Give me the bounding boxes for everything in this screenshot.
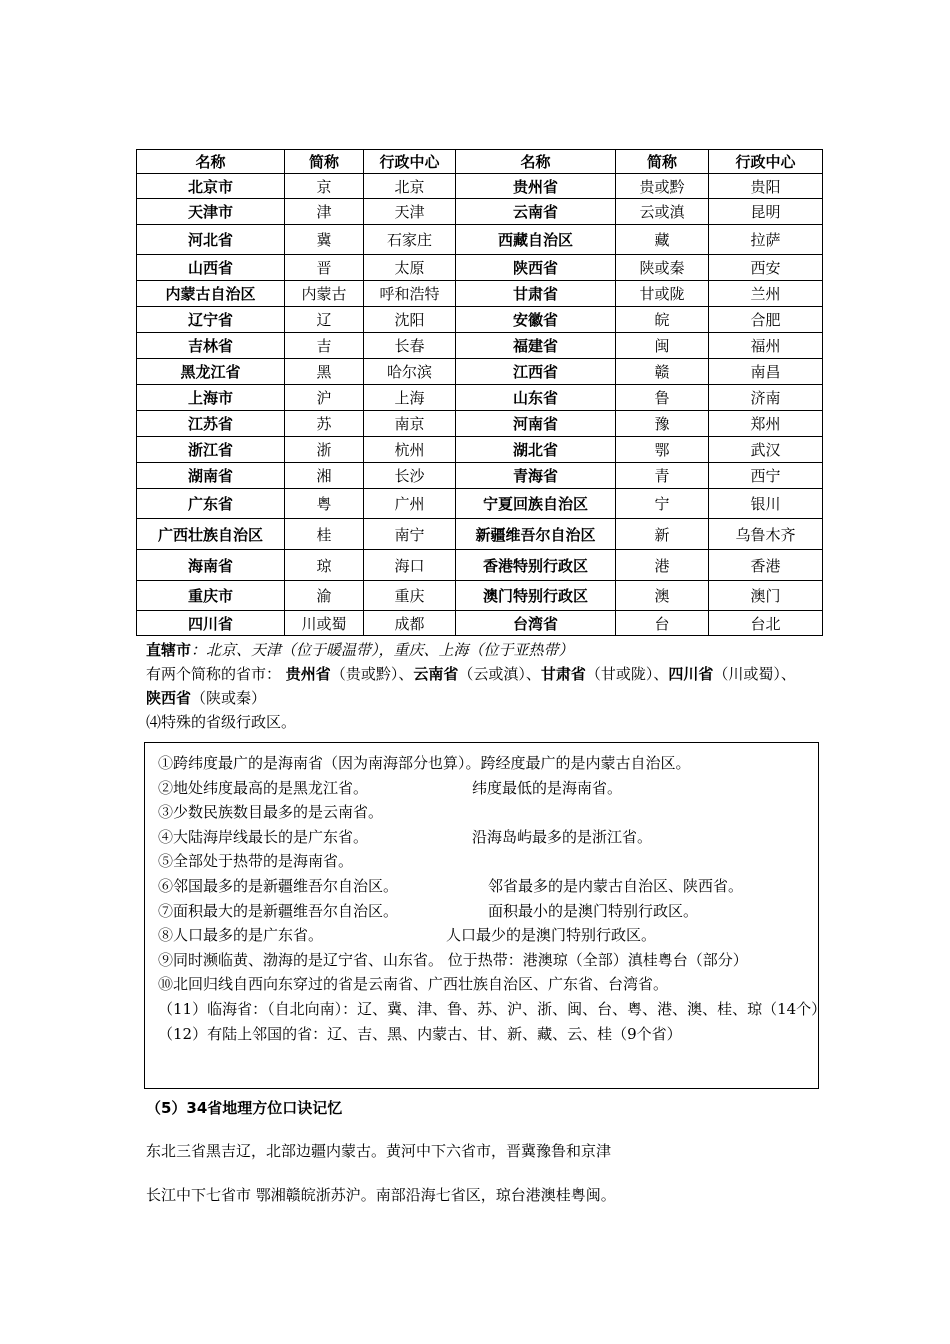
fact-line [158, 924, 657, 946]
fact-text: ⑩北回归线自西向东穿过的省是云南省、广西壮族自治区、广东省、台湾省。 [158, 975, 669, 994]
cell-capital: 天津 [364, 199, 456, 225]
cell-province-name: 福建省 [456, 333, 616, 359]
direct-cities-label: 直辖市 [146, 641, 192, 659]
cell-abbr: 赣 [616, 359, 709, 385]
cell-abbr: 台 [616, 611, 709, 636]
header-capital: 行政中心 [364, 150, 456, 174]
fact-text-secondary: 面积最小的是澳门特别行政区。 [488, 901, 699, 920]
fact-line [158, 973, 668, 995]
fact-line [158, 777, 623, 799]
cell-abbr: 渝 [285, 581, 364, 611]
cell-abbr: 青 [616, 463, 709, 489]
fact-text: ⑤全部处于热带的是海南省。 [158, 852, 354, 871]
cell-abbr: 内蒙古 [285, 281, 364, 307]
cell-capital: 南宁 [364, 519, 456, 550]
table-row [137, 333, 823, 359]
cell-abbr: 鄂 [616, 437, 709, 463]
cell-province-name: 上海市 [137, 385, 285, 411]
cell-capital: 长春 [364, 333, 456, 359]
cell-province-name: 广东省 [137, 489, 285, 519]
table-row [137, 581, 823, 611]
fact-line [158, 850, 353, 872]
two-abbr-line-continued [146, 687, 266, 709]
cell-province-name: 江西省 [456, 359, 616, 385]
cell-province-name: 广西壮族自治区 [137, 519, 285, 550]
two-abbr-value: （甘或陇）、 [585, 665, 669, 683]
cell-capital: 郑州 [709, 411, 823, 437]
cell-capital: 澳门 [709, 581, 823, 611]
cell-abbr: 津 [285, 199, 364, 225]
cell-abbr: 晋 [285, 255, 364, 281]
fact-text-secondary: 人口最少的是澳门特别行政区。 [446, 926, 657, 945]
cell-abbr: 新 [616, 519, 709, 550]
table-row [137, 359, 823, 385]
cell-province-name: 重庆市 [137, 581, 285, 611]
fact-line [158, 875, 744, 897]
cell-abbr: 川或蜀 [285, 611, 364, 636]
fact-text: ⑦面积最大的是新疆维吾尔自治区。 [158, 901, 399, 920]
two-abbr-value: （云或滇）、 [458, 665, 541, 683]
cell-capital: 合肥 [709, 307, 823, 333]
cell-province-name: 青海省 [456, 463, 616, 489]
cell-abbr: 浙 [285, 437, 364, 463]
fact-line [158, 900, 699, 922]
cell-province-name: 台湾省 [456, 611, 616, 636]
cell-abbr: 吉 [285, 333, 364, 359]
cell-abbr: 鲁 [616, 385, 709, 411]
cell-province-name: 吉林省 [137, 333, 285, 359]
cell-province-name: 宁夏回族自治区 [456, 489, 616, 519]
cell-capital: 拉萨 [709, 225, 823, 255]
direct-cities-line [146, 639, 574, 661]
fact-text: ⑧人口最多的是广东省。 [158, 926, 324, 945]
province-table [136, 149, 823, 636]
cell-abbr: 辽 [285, 307, 364, 333]
two-abbr-province: 甘肃省 [540, 665, 586, 683]
fact-text: ③少数民族数目最多的是云南省。 [158, 803, 384, 822]
cell-province-name: 山东省 [456, 385, 616, 411]
cell-abbr: 闽 [616, 333, 709, 359]
two-abbr-value: （贵或黔）、 [330, 665, 414, 683]
cell-province-name: 湖北省 [456, 437, 616, 463]
cell-capital: 广州 [364, 489, 456, 519]
cell-abbr: 港 [616, 550, 709, 581]
cell-province-name: 内蒙古自治区 [137, 281, 285, 307]
cell-province-name: 江苏省 [137, 411, 285, 437]
cell-abbr: 冀 [285, 225, 364, 255]
cell-province-name: 澳门特别行政区 [456, 581, 616, 611]
cell-abbr: 桂 [285, 519, 364, 550]
cell-province-name: 安徽省 [456, 307, 616, 333]
cell-capital: 海口 [364, 550, 456, 581]
cell-abbr: 云或滇 [616, 199, 709, 225]
cell-abbr: 沪 [285, 385, 364, 411]
two-abbr-province: 云南省 [413, 665, 459, 683]
header-name: 名称 [456, 150, 616, 174]
fact-text: ④大陆海岸线最长的是广东省。 [158, 827, 369, 846]
fact-line [158, 826, 653, 848]
header-abbr: 简称 [616, 150, 709, 174]
fact-text: （11）临海省：（自北向南）：辽、冀、津、鲁、苏、沪、浙、闽、台、粤、港、澳、桂、琼（14个） [158, 1000, 827, 1018]
table-row [137, 611, 823, 636]
cell-abbr: 豫 [616, 411, 709, 437]
cell-province-name: 河南省 [456, 411, 616, 437]
cell-abbr: 藏 [616, 225, 709, 255]
table-row [137, 281, 823, 307]
cell-abbr: 陕或秦 [616, 255, 709, 281]
cell-capital: 长沙 [364, 463, 456, 489]
fact-text-secondary: 沿海岛屿最多的是浙江省。 [472, 827, 653, 846]
cell-capital: 武汉 [709, 437, 823, 463]
two-abbr-province: 四川省 [668, 665, 714, 683]
table-header-row [137, 150, 823, 174]
cell-province-name: 河北省 [137, 225, 285, 255]
cell-province-name: 甘肃省 [456, 281, 616, 307]
cell-province-name: 湖南省 [137, 463, 285, 489]
cell-province-name: 云南省 [456, 199, 616, 225]
mnemonic-line-1: 东北三省黑吉辽，北部边疆内蒙古。黄河中下六省市，晋冀豫鲁和京津 [146, 1142, 612, 1160]
cell-capital: 银川 [709, 489, 823, 519]
fact-line [158, 949, 748, 971]
mnemonic-line-2: 长江中下七省市 鄂湘赣皖浙苏沪。南部沿海七省区，琼台港澳桂粤闽。 [146, 1186, 616, 1204]
two-abbr-province: 陕西省 [146, 689, 192, 707]
cell-province-name: 辽宁省 [137, 307, 285, 333]
cell-province-name: 贵州省 [456, 174, 616, 199]
fact-text: ⑨同时濒临黄、渤海的是辽宁省、山东省。 位于热带：港澳琼（全部）滇桂粤台（部分） [158, 950, 748, 969]
cell-capital: 兰州 [709, 281, 823, 307]
fact-text: （12）有陆上邻国的省：辽、吉、黑、内蒙古、甘、新、藏、云、桂（9个省） [158, 1024, 682, 1043]
cell-capital: 福州 [709, 333, 823, 359]
cell-province-name: 浙江省 [137, 437, 285, 463]
fact-line [158, 752, 691, 774]
two-abbr-line [146, 663, 796, 685]
cell-province-name: 黑龙江省 [137, 359, 285, 385]
fact-line [158, 998, 826, 1020]
cell-capital: 太原 [364, 255, 456, 281]
cell-province-name: 山西省 [137, 255, 285, 281]
cell-capital: 哈尔滨 [364, 359, 456, 385]
table-row [137, 174, 823, 199]
two-abbr-prefix: 有两个简称的省市： [146, 665, 282, 683]
cell-capital: 成都 [364, 611, 456, 636]
cell-capital: 石家庄 [364, 225, 456, 255]
cell-province-name: 天津市 [137, 199, 285, 225]
cell-capital: 沈阳 [364, 307, 456, 333]
cell-capital: 济南 [709, 385, 823, 411]
cell-abbr: 湘 [285, 463, 364, 489]
table-row [137, 255, 823, 281]
table-row [137, 199, 823, 225]
table-row [137, 489, 823, 519]
special-heading: ⑷特殊的省级行政区。 [146, 713, 297, 731]
header-abbr: 简称 [285, 150, 364, 174]
cell-abbr: 粤 [285, 489, 364, 519]
cell-capital: 上海 [364, 385, 456, 411]
cell-capital: 乌鲁木齐 [709, 519, 823, 550]
cell-abbr: 澳 [616, 581, 709, 611]
table-row [137, 225, 823, 255]
cell-capital: 西宁 [709, 463, 823, 489]
fact-text: ①跨纬度最广的是海南省（因为南海部分也算）。跨经度最广的是内蒙古自治区。 [158, 754, 691, 772]
cell-capital: 台北 [709, 611, 823, 636]
table-row [137, 307, 823, 333]
table-row [137, 463, 823, 489]
cell-capital: 重庆 [364, 581, 456, 611]
cell-capital: 南昌 [709, 359, 823, 385]
direct-cities-text: ：北京、天津（位于暖温带），重庆、上海（位于亚热带） [191, 641, 574, 659]
cell-abbr: 黑 [285, 359, 364, 385]
table-row [137, 550, 823, 581]
cell-capital: 香港 [709, 550, 823, 581]
cell-abbr: 皖 [616, 307, 709, 333]
special-regions-box [144, 742, 827, 1089]
cell-province-name: 北京市 [137, 174, 285, 199]
cell-province-name: 西藏自治区 [456, 225, 616, 255]
cell-province-name: 四川省 [137, 611, 285, 636]
table-row [137, 519, 823, 550]
table-row [137, 385, 823, 411]
two-abbr-value: （川或蜀）、 [713, 665, 796, 683]
header-capital: 行政中心 [709, 150, 823, 174]
cell-abbr: 贵或黔 [616, 174, 709, 199]
cell-capital: 呼和浩特 [364, 281, 456, 307]
cell-province-name: 海南省 [137, 550, 285, 581]
cell-abbr: 苏 [285, 411, 364, 437]
cell-abbr: 琼 [285, 550, 364, 581]
two-abbr-province: 贵州省 [285, 665, 331, 683]
fact-line [158, 801, 383, 823]
cell-capital: 北京 [364, 174, 456, 199]
fact-text-secondary: 纬度最低的是海南省。 [472, 778, 623, 797]
cell-capital: 杭州 [364, 437, 456, 463]
table-row [137, 411, 823, 437]
cell-province-name: 新疆维吾尔自治区 [456, 519, 616, 550]
cell-capital: 西安 [709, 255, 823, 281]
cell-abbr: 京 [285, 174, 364, 199]
header-name: 名称 [137, 150, 285, 174]
table-row [137, 437, 823, 463]
cell-capital: 贵阳 [709, 174, 823, 199]
fact-text-secondary: 邻省最多的是内蒙古自治区、陕西省。 [488, 877, 744, 895]
cell-province-name: 香港特别行政区 [456, 550, 616, 581]
cell-capital: 南京 [364, 411, 456, 437]
fact-line [158, 1023, 682, 1045]
cell-abbr: 甘或陇 [616, 281, 709, 307]
cell-capital: 昆明 [709, 199, 823, 225]
fact-text: ②地处纬度最高的是黑龙江省。 [158, 778, 369, 797]
fact-text: ⑥邻国最多的是新疆维吾尔自治区。 [158, 877, 399, 895]
cell-province-name: 陕西省 [456, 255, 616, 281]
cell-abbr: 宁 [616, 489, 709, 519]
two-abbr-value: （陕或秦） [191, 689, 267, 707]
mnemonic-heading: （5）34省地理方位口诀记忆 [146, 1099, 343, 1117]
